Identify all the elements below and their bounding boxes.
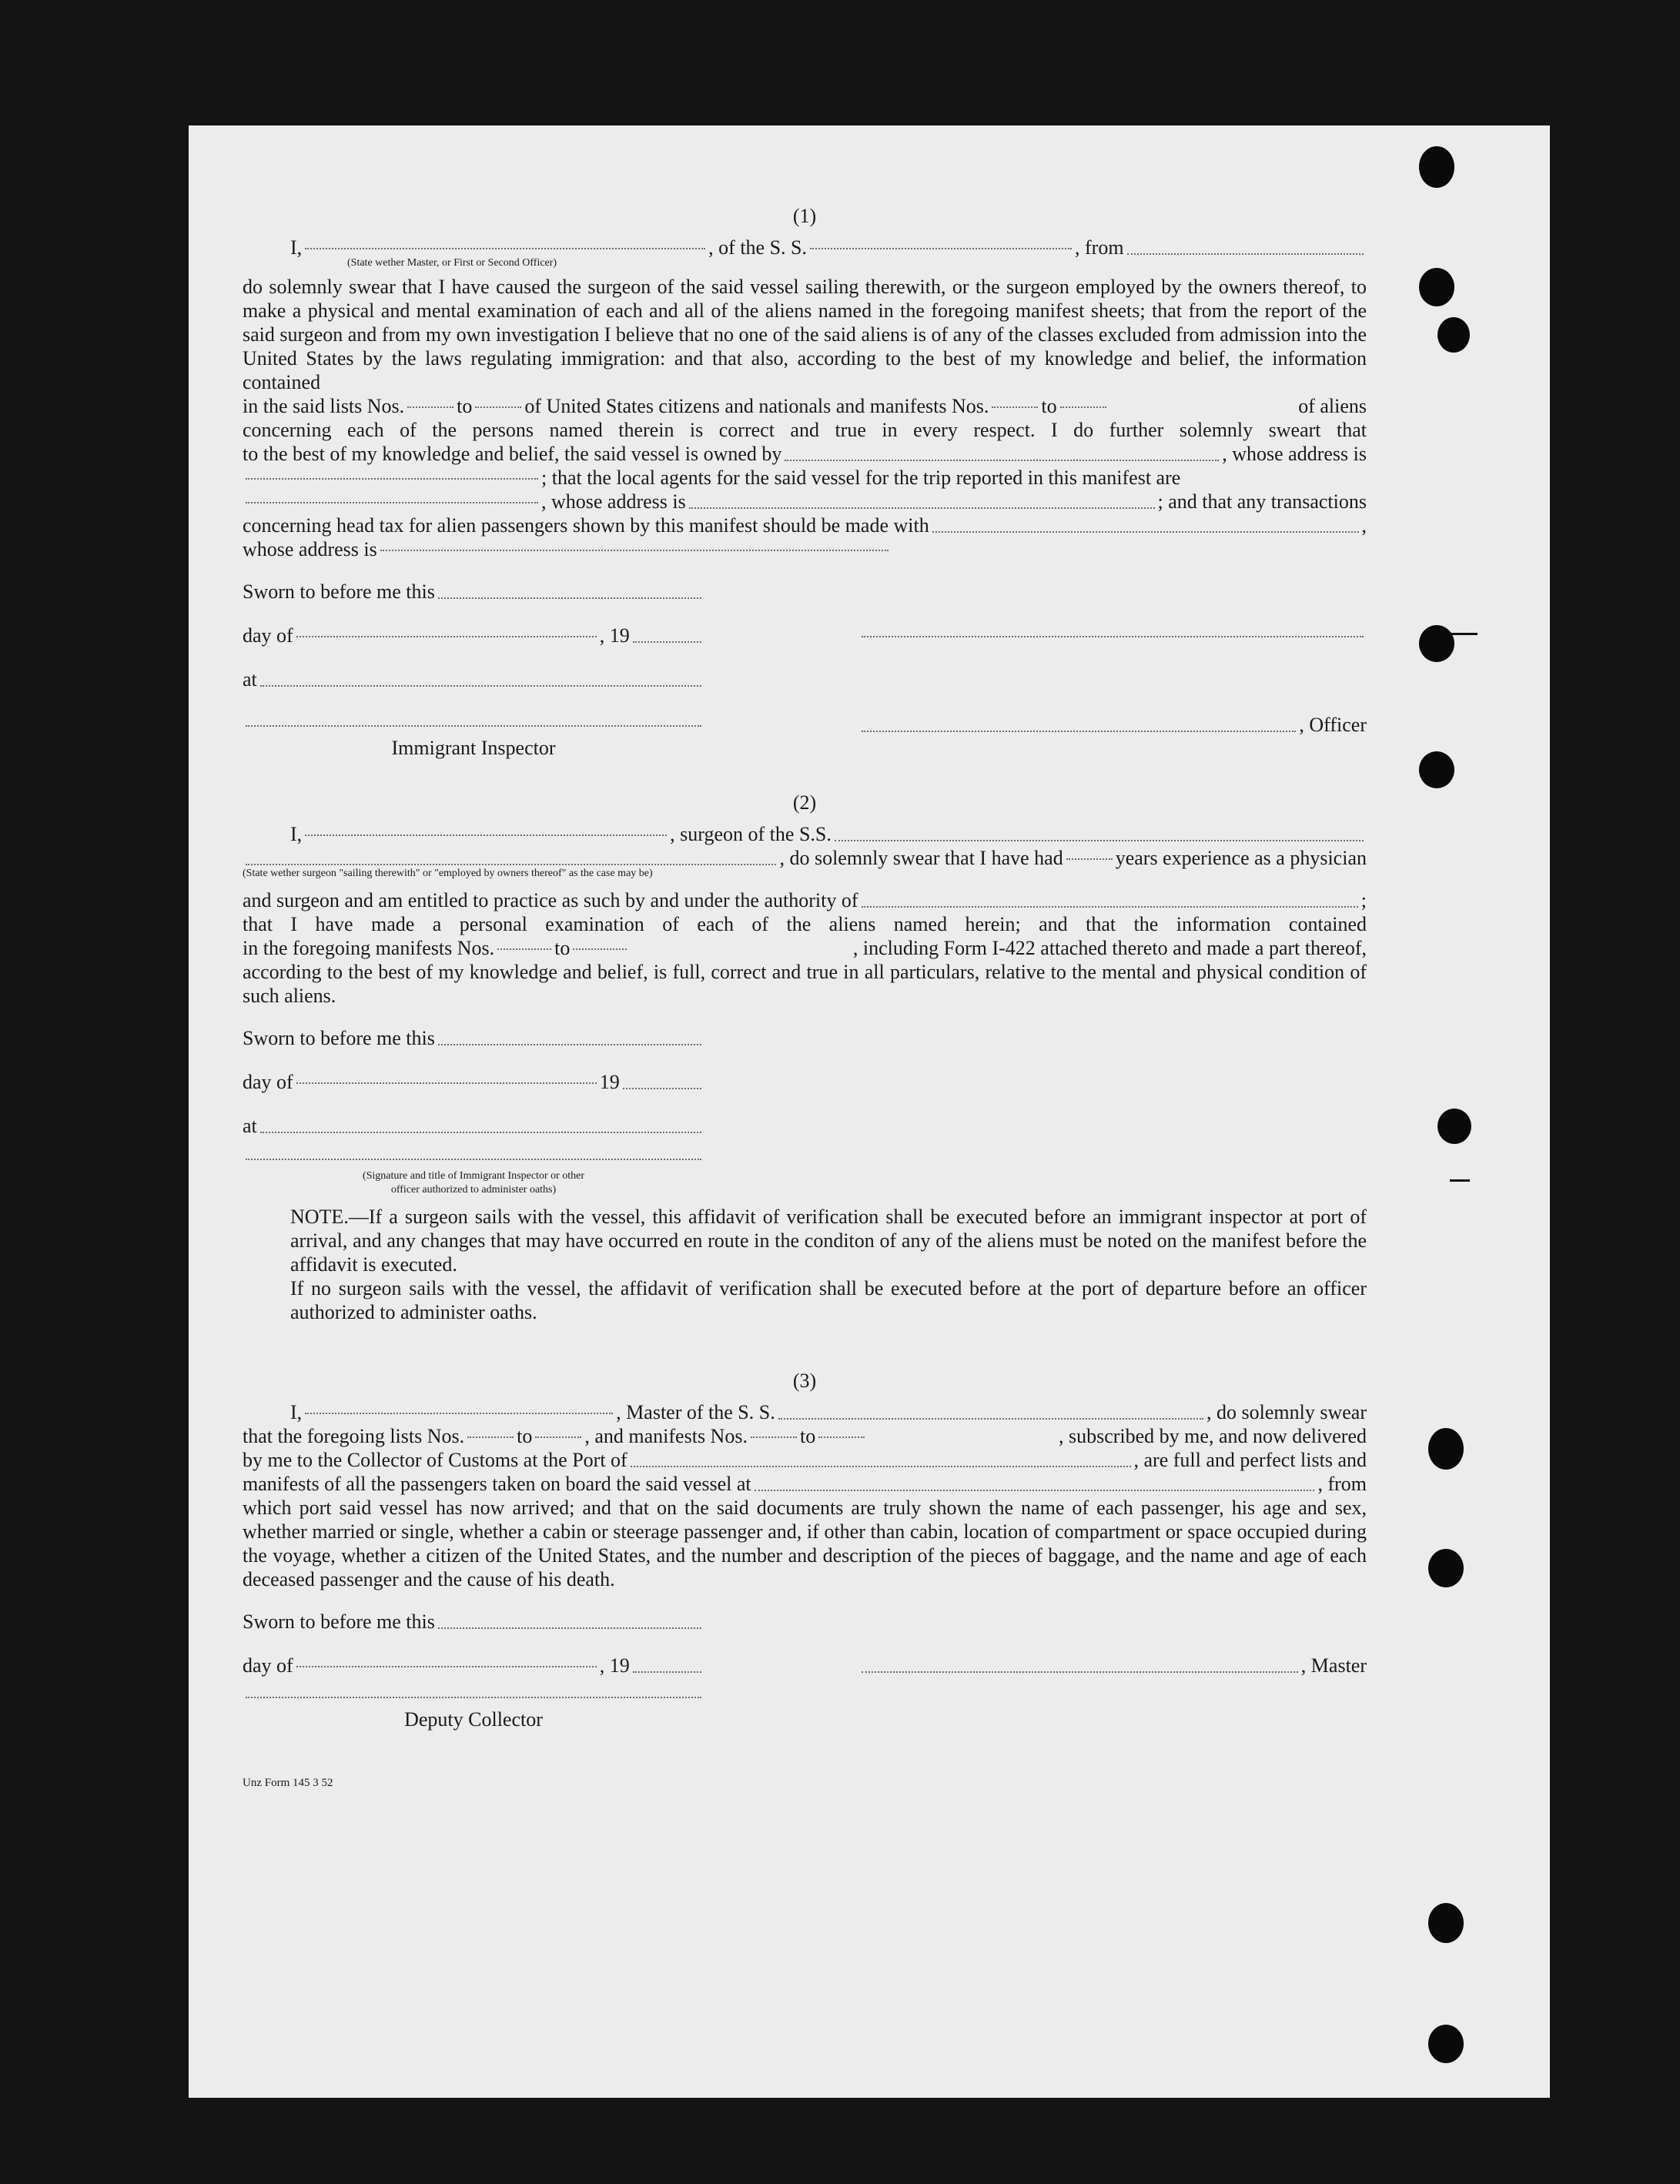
s1-note: (State wether Master, or First or Second Officer) <box>347 257 557 269</box>
text: manifests of all the passengers taken on board the said vessel at <box>243 1473 751 1495</box>
punch-hole <box>1419 146 1454 188</box>
blank-field[interactable] <box>818 1436 865 1438</box>
blank-field[interactable] <box>260 684 701 687</box>
s1-paragraph-2: concerning each of the persons named therein is correct and true in every respect. I do further solemnly sweart that <box>243 419 1367 441</box>
text: to <box>799 1425 816 1447</box>
text: to the best of my knowledge and belief, the said vessel is owned by <box>243 443 782 465</box>
text: NOTE.—If a surgeon sails with the vessel, this affidavit of verification shall be executed before an immigrant inspector at port of arrival, and any changes that may have occurred en route in the conditon of any of the aliens must be noted on the manifest before the affidavit is executed. <box>290 1206 1367 1276</box>
signature-field[interactable] <box>862 1671 1298 1673</box>
s2-signature-caption-1: (Signature and title of Immigrant Inspector or other <box>362 1170 585 1182</box>
blank-field[interactable] <box>862 905 1358 908</box>
s3-collector-block <box>243 1701 704 1731</box>
blank-field[interactable] <box>932 530 1359 533</box>
form-number: Unz Form 145 3 52 <box>243 1777 333 1789</box>
text: , do solemnly swear that I have had <box>779 847 1063 869</box>
text: , from <box>1075 236 1124 259</box>
text: , whose address is <box>541 490 686 513</box>
text: day of <box>243 624 293 647</box>
s1-owned-line <box>243 442 1367 466</box>
text: , from <box>1317 1473 1367 1495</box>
punch-hole <box>1428 1549 1464 1587</box>
s1-lists-line <box>243 394 1367 418</box>
text: , 19 <box>599 1654 630 1677</box>
signature-field[interactable] <box>862 635 1364 637</box>
blank-field[interactable] <box>497 948 551 950</box>
punch-hole <box>1437 1109 1471 1144</box>
blank-field[interactable] <box>992 406 1038 408</box>
blank-field[interactable] <box>633 1671 701 1673</box>
blank-field[interactable] <box>296 1665 597 1667</box>
text: , of the S. S. <box>708 236 808 259</box>
deputy-collector-label: Deputy Collector <box>404 1708 543 1731</box>
signature-field[interactable] <box>246 1696 701 1698</box>
text: that the foregoing lists Nos. <box>243 1425 465 1447</box>
blank-field[interactable] <box>633 640 701 643</box>
s3-line1 <box>243 1400 1367 1424</box>
text: , whose address is <box>1222 443 1367 465</box>
signature-field[interactable] <box>862 730 1296 732</box>
text: day of <box>243 1654 293 1677</box>
text: 19 <box>599 1071 620 1093</box>
s2-paragraph-rest: according to the best of my knowledge and belief, is full, correct and true in all particulars, relative to the mental and physical condition of such aliens. <box>243 961 1367 1007</box>
blank-field[interactable] <box>1060 406 1106 408</box>
s2-signature-block <box>243 1162 704 1197</box>
text: at <box>243 1115 257 1137</box>
s2-line5 <box>243 936 1367 960</box>
blank-field[interactable] <box>438 1627 701 1629</box>
s2-note: (State wether surgeon "sailing therewith" or "employed by owners thereof" as the case may be) <box>243 868 653 879</box>
blank-field[interactable] <box>246 477 538 480</box>
text: , subscribed by me, and now delivered <box>1058 1425 1367 1447</box>
text: ; <box>1360 889 1367 911</box>
text: ; that the local agents for the said vessel for the trip reported in this manifest are <box>541 467 1181 489</box>
master-label: , Master <box>1300 1654 1367 1677</box>
blank-field[interactable] <box>246 863 776 865</box>
section-2-number: (2) <box>792 791 817 814</box>
text: concerning head tax for alien passengers shown by this manifest should be made with <box>243 514 929 537</box>
punch-hole <box>1419 751 1454 788</box>
blank-field[interactable] <box>438 597 701 599</box>
blank-field[interactable] <box>631 1465 1131 1467</box>
text: of aliens <box>1298 395 1367 417</box>
text: ; and that any transactions <box>1157 490 1367 513</box>
text: Sworn to before me this <box>243 1610 435 1633</box>
signature-field[interactable] <box>246 1158 701 1160</box>
s1-headtax-address-line <box>243 537 1367 561</box>
blank-field[interactable] <box>778 1417 1203 1420</box>
blank-field[interactable] <box>835 839 1364 841</box>
s1-sworn-line <box>243 580 704 604</box>
punch-hole <box>1419 625 1454 662</box>
text: to <box>1041 395 1057 417</box>
text: in the foregoing manifests Nos. <box>243 937 495 959</box>
immigrant-inspector-label: Immigrant Inspector <box>391 737 556 759</box>
s1-agents-address-line <box>243 490 1367 513</box>
s1-at-line <box>243 667 704 691</box>
text: , <box>1361 514 1367 537</box>
signature-field[interactable] <box>246 724 701 727</box>
s2-note-paragraph-2 <box>243 1276 1367 1324</box>
s2-line1 <box>243 822 1367 846</box>
officer-label: , Officer <box>1299 714 1367 736</box>
text: to <box>517 1425 533 1447</box>
punch-hole <box>1419 268 1454 306</box>
text: to <box>457 395 473 417</box>
s2-day-line <box>243 1070 704 1094</box>
s1-headtax-line <box>243 513 1367 537</box>
text: , do solemnly swear <box>1206 1401 1367 1423</box>
blank-field[interactable] <box>751 1436 797 1438</box>
blank-field[interactable] <box>1127 253 1364 255</box>
text: in the said lists Nos. <box>243 395 405 417</box>
text: If no surgeon sails with the vessel, the affidavit of verification shall be executed before at the port of departure before an officer authorized to administer oaths. <box>290 1277 1367 1323</box>
punch-hole <box>1437 317 1470 353</box>
text: I, <box>290 236 303 259</box>
blank-field[interactable] <box>246 501 538 503</box>
s2-line3 <box>243 888 1367 912</box>
section-3-number: (3) <box>792 1370 817 1392</box>
s1-agents-line <box>243 466 1367 490</box>
text: I, <box>290 1401 303 1423</box>
blank-field[interactable] <box>407 406 453 408</box>
s3-line4 <box>243 1472 1367 1496</box>
text: to <box>554 937 571 959</box>
text: by me to the Collector of Customs at the Port of <box>243 1449 627 1471</box>
blank-field[interactable] <box>296 1082 597 1084</box>
s3-sworn-line <box>243 1610 704 1634</box>
blank-field[interactable] <box>305 1412 613 1414</box>
punch-hole <box>1428 1428 1464 1470</box>
s1-day-row <box>243 624 1367 647</box>
blank-field[interactable] <box>810 247 1072 249</box>
s2-at-line <box>243 1114 704 1138</box>
text: day of <box>243 1071 293 1093</box>
s2-line4: that I have made a personal examination of each of the aliens named herein; and that the information contained <box>243 913 1367 935</box>
s3-day-row <box>243 1654 1367 1677</box>
text: of United States citizens and nationals and manifests Nos. <box>524 395 989 417</box>
text: Sworn to before me this <box>243 1027 435 1049</box>
text: , are full and perfect lists and <box>1133 1449 1367 1471</box>
text: years experience as a physician <box>1115 847 1367 869</box>
text: , Master of the S. S. <box>616 1401 775 1423</box>
blank-field[interactable] <box>260 1131 701 1133</box>
blank-field[interactable] <box>755 1489 1315 1491</box>
punch-hole <box>1428 2025 1464 2063</box>
blank-field[interactable] <box>467 1436 514 1438</box>
margin-mark <box>1450 1179 1470 1182</box>
blank-field[interactable] <box>438 1043 701 1045</box>
section-1-number: (1) <box>792 205 817 227</box>
text: Sworn to before me this <box>243 580 435 603</box>
s2-signature-caption-2: officer authorized to administer oaths) <box>390 1184 557 1196</box>
blank-field[interactable] <box>305 247 705 249</box>
affidavit-content <box>243 204 1367 1795</box>
text: and surgeon and am entitled to practice as such by and under the authority of <box>243 889 858 911</box>
blank-field[interactable] <box>689 507 1155 509</box>
text: I, <box>290 823 303 845</box>
punch-hole <box>1428 1903 1464 1943</box>
text: , 19 <box>599 624 630 647</box>
s2-sworn-line <box>243 1026 704 1050</box>
text: , including Form I-422 attached thereto and made a part thereof, <box>852 937 1367 959</box>
blank-field[interactable] <box>623 1087 701 1089</box>
margin-mark <box>1450 633 1478 635</box>
blank-field[interactable] <box>785 459 1219 461</box>
text: at <box>243 668 257 691</box>
blank-field[interactable] <box>475 406 521 408</box>
blank-field[interactable] <box>380 549 889 551</box>
s3-line2 <box>243 1424 1367 1448</box>
blank-field[interactable] <box>305 834 667 836</box>
s3-paragraph-rest: which port said vessel has now arrived; and that on the said documents are truly shown the name of each passenger, his age and sex, whether married or single, whether a cabin or steerage passenger and, if other than cabin, location of compartment or space occupied during the voyage, whether a citizen of the United States, and the number and description of the pieces of baggage, and the name and age of each deceased passenger and the cause of his death. <box>243 1497 1367 1590</box>
blank-field[interactable] <box>296 635 597 637</box>
s1-paragraph-1: do solemnly swear that I have caused the surgeon of the said vessel sailing therewith, or the surgeon employed by the owners thereof, to make a physical and mental examination of each and all of the aliens named in the foregoing manifest sheets; that from the report of the said surgeon and from my own investigation I believe that no one of the said aliens is of any of the classes excluded from admission into the United States by the laws regulating immigration: and that also, according to the best of my knowledge and belief, the information contained <box>243 276 1367 393</box>
text: , and manifests Nos. <box>584 1425 748 1447</box>
text: whose address is <box>243 538 377 560</box>
s3-line3 <box>243 1448 1367 1472</box>
blank-field[interactable] <box>535 1436 581 1438</box>
s1-signature-row <box>243 713 1367 760</box>
s2-note-paragraph-1 <box>243 1205 1367 1276</box>
blank-field[interactable] <box>573 948 627 950</box>
text: , surgeon of the S.S. <box>670 823 832 845</box>
blank-field[interactable] <box>1066 858 1113 860</box>
